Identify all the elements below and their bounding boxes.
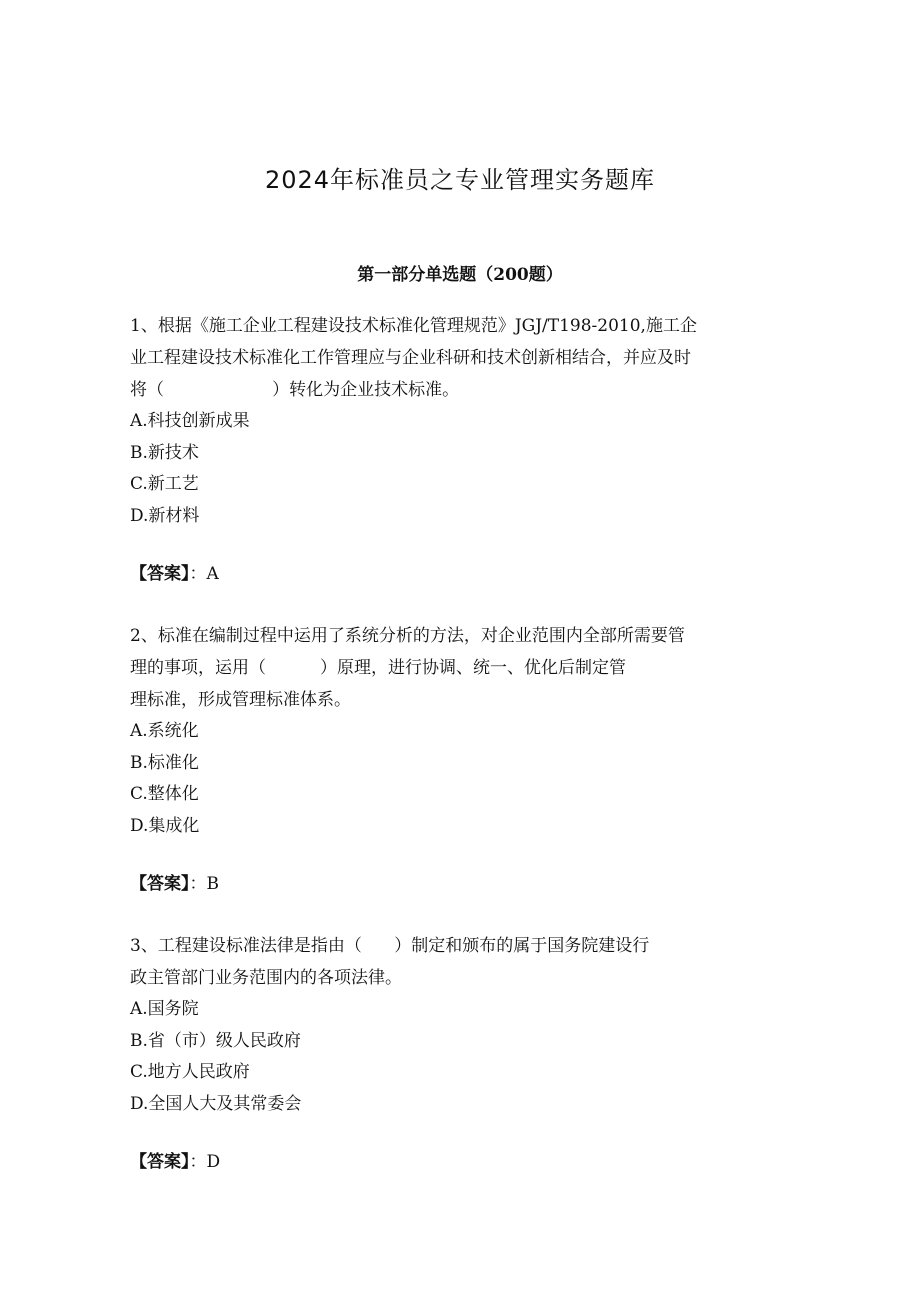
option-c: C.地方人民政府 [130, 1062, 250, 1082]
option-b: B.新技术 [130, 442, 199, 463]
section-title: 第一部分单选题（200题） [357, 265, 563, 285]
question-stem-line: 理标准，形成管理标准体系。 [130, 690, 351, 710]
option-d: D.新材料 [130, 505, 200, 526]
question-stem-line: 理的事项，运用（ ）原理，进行协调、统一、优化后制定管 [130, 658, 627, 678]
answer-value: ：A [189, 564, 219, 584]
question-2 [130, 620, 810, 900]
option-a: A.科技创新成果 [130, 411, 250, 431]
answer-line [130, 868, 810, 900]
option-d: D.集成化 [130, 815, 200, 836]
answer-label: 【答案】 [130, 564, 190, 584]
answer-line [130, 558, 810, 590]
option-a: A.国务院 [130, 999, 199, 1019]
question-3 [130, 930, 810, 1178]
option-b: B.标准化 [130, 752, 199, 773]
document-title: 2024年标准员之专业管理实务题库 [264, 166, 656, 194]
option-b: B.省（市）级人民政府 [130, 1030, 301, 1051]
option-d: D.全国人大及其常委会 [130, 1093, 302, 1114]
option-a: A.系统化 [130, 721, 199, 741]
answer-label: 【答案】 [130, 874, 190, 894]
question-stem-line: 2、标准在编制过程中运用了系统分析的方法，对企业范围内全部所需要管 [130, 626, 685, 646]
question-stem-line: 3、工程建设标准法律是指由（ ）制定和颁布的属于国务院建设行 [130, 936, 650, 956]
answer-label: 【答案】 [130, 1152, 190, 1172]
option-c: C.整体化 [130, 784, 199, 804]
answer-value: ：D [189, 1152, 221, 1172]
question-list [130, 310, 810, 1208]
question-stem-line: 将（ ）转化为企业技术标准。 [130, 380, 460, 400]
answer-line [130, 1146, 810, 1178]
question-stem-line: 1、根据《施工企业工程建设技术标准化管理规范》JGJ/T198-2010,施工企 [130, 316, 697, 336]
question-stem-line: 业工程建设技术标准化工作管理应与企业科研和技术创新相结合，并应及时 [130, 348, 691, 368]
question-1 [130, 310, 810, 590]
question-stem-line: 政主管部门业务范围内的各项法律。 [130, 968, 402, 988]
option-c: C.新工艺 [130, 474, 199, 494]
answer-value: ：B [189, 874, 219, 894]
